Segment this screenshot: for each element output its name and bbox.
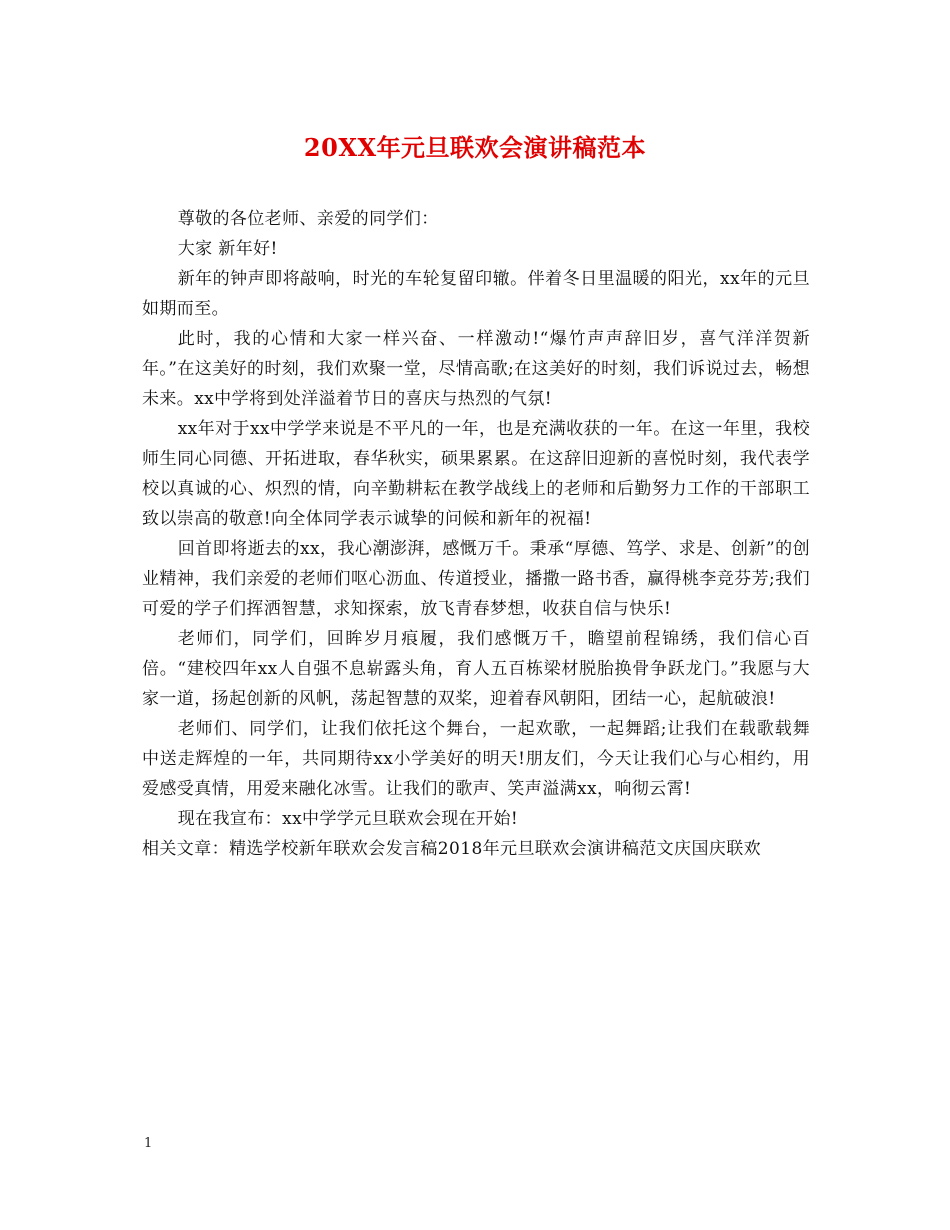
related-articles: 相关文章：精选学校新年联欢会发言稿2018年元旦联欢会演讲稿范文庆国庆联欢 xyxy=(142,839,762,859)
greeting: 大家 新年好! xyxy=(177,239,278,259)
page-number: 1 xyxy=(144,1136,153,1151)
document-title: 20XX年元旦联欢会演讲稿范本 xyxy=(303,133,647,162)
body-paragraph: xx年对于xx中学学来说是不平凡的一年，也是充满收获的一年。在这一年里，我校师生同心同德、开拓进取，春华秋实，硕果累累。在这辞旧迎新的喜悦时刻，我代表学校以真诚的心、炽烈的情，向辛勤耕耘在教学战线上的老师和后勤努力工作的干部职工致以崇高的敬意!向全体同学表示诚挚的问候和新年的祝福! xyxy=(142,419,810,529)
salutation: 尊敬的各位老师、亲爱的同学们： xyxy=(177,209,439,229)
body-paragraph: 回首即将逝去的xx，我心潮澎湃，感慨万千。秉承“厚德、笃学、求是、创新”的创业精神，我们亲爱的老师们呕心沥血、传道授业，播撒一路书香，赢得桃李竞芬芳;我们可爱的学子们挥洒智慧，求知探索，放飞青春梦想，收获自信与快乐! xyxy=(142,539,810,619)
body-paragraph: 老师们、同学们，让我们依托这个舞台，一起欢歌，一起舞蹈;让我们在载歌载舞中送走辉煌的一年，共同期待xx小学美好的明天!朋友们，今天让我们心与心相约，用爱感受真情，用爱来融化冰雪。让我们的歌声、笑声溢满xx，响彻云霄! xyxy=(142,719,810,799)
body-paragraph: 老师们，同学们，回眸岁月痕履，我们感慨万千，瞻望前程锦绣，我们信心百倍。“建校四年xx人自强不息崭露头角，育人五百栋梁材脱胎换骨争跃龙门。”我愿与大家一道，扬起创新的风帆，荡起智慧的双桨，迎着春风朝阳，团结一心，起航破浪! xyxy=(142,629,810,709)
document-body xyxy=(142,204,810,864)
body-paragraph: 新年的钟声即将敲响，时光的车轮复留印辙。伴着冬日里温暖的阳光，xx年的元旦如期而至。 xyxy=(142,269,810,319)
announcement: 现在我宣布：xx中学学元旦联欢会现在开始! xyxy=(177,809,519,829)
body-paragraph: 此时，我的心情和大家一样兴奋、一样激动!“爆竹声声辞旧岁，喜气洋洋贺新年。”在这美好的时刻，我们欢聚一堂，尽情高歌;在这美好的时刻，我们诉说过去，畅想未来。xx中学将到处洋溢着节日的喜庆与热烈的气氛! xyxy=(142,329,810,409)
